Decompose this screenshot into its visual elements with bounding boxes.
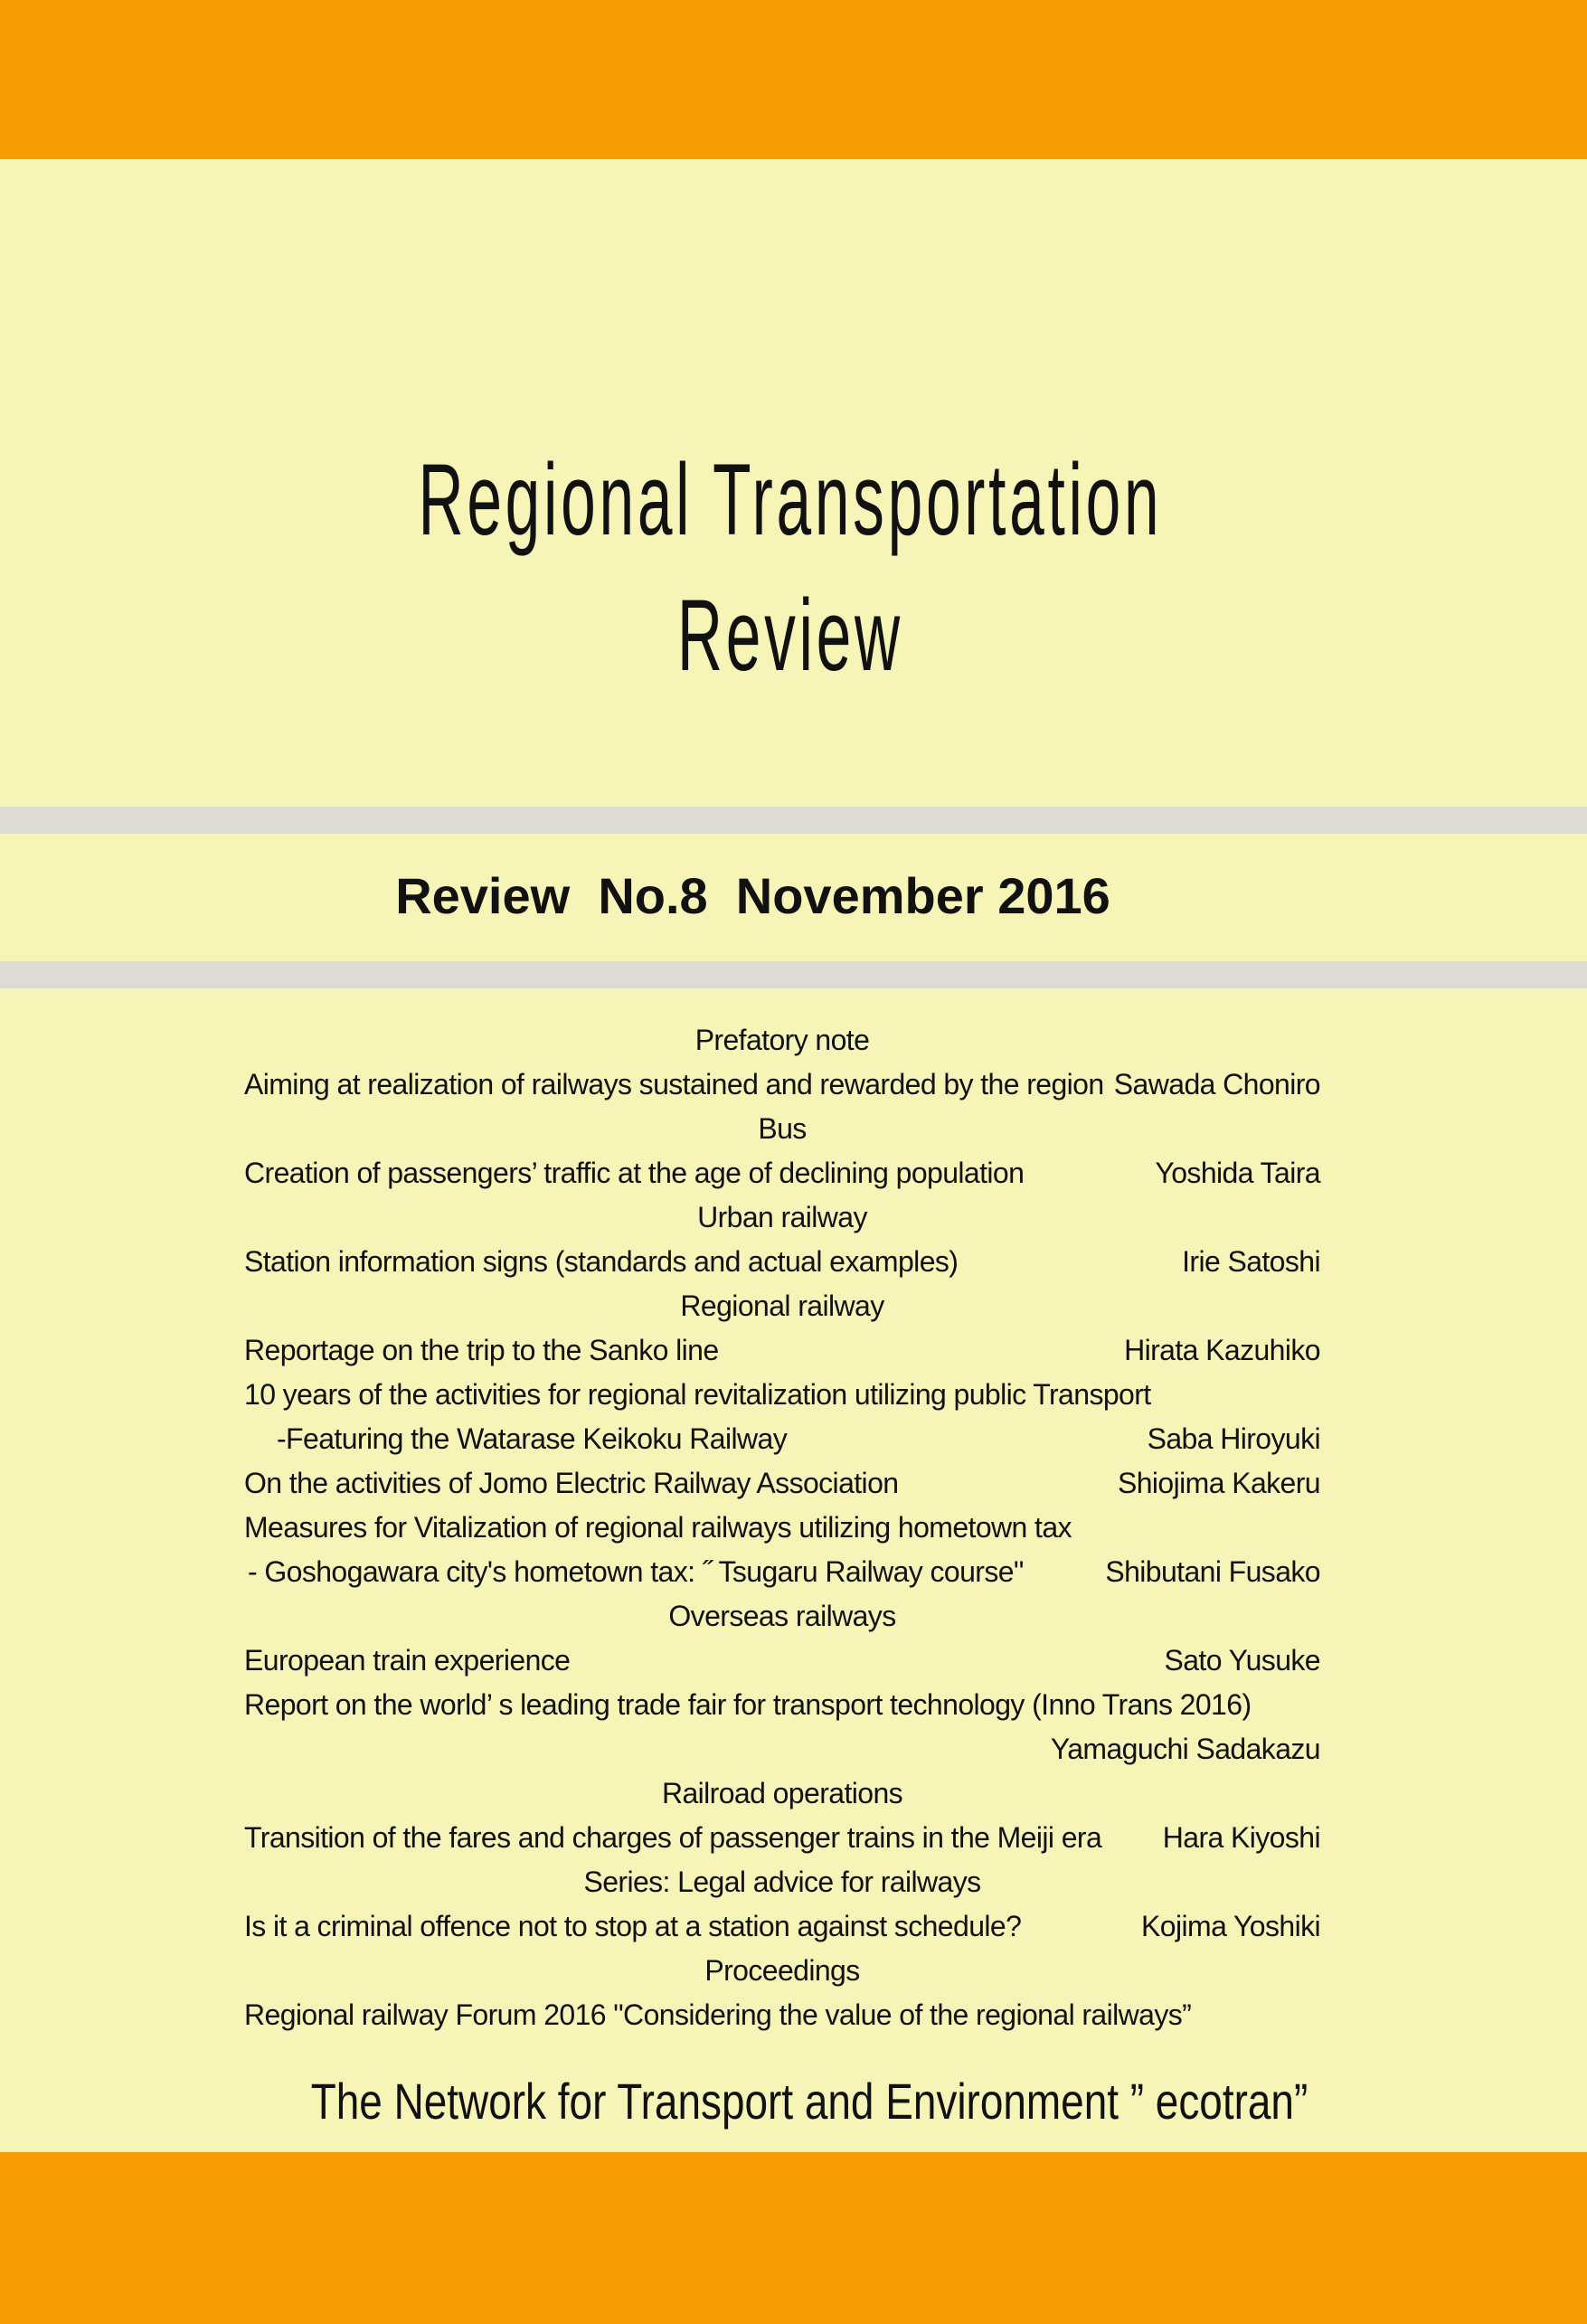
toc-entry-author: Sawada Choniro [1113,1068,1320,1101]
toc-entry-author: Irie Satoshi [1182,1245,1320,1278]
toc-entry-author: Saba Hiroyuki [1147,1422,1320,1455]
top-orange-band [0,0,1587,159]
toc-entry [244,1063,1320,1107]
toc-entry-title: Report on the world’ s leading trade fair for transport technology (Inno Trans 2016) [244,1688,1252,1721]
toc-entry-author: Sato Yusuke [1164,1644,1320,1677]
toc-entry [244,1151,1320,1195]
toc-entry [244,1727,1320,1771]
toc-entry [244,1417,1320,1461]
toc-section-heading: Bus [758,1112,807,1145]
toc-entry [244,1683,1320,1727]
toc-entry [244,1240,1320,1284]
toc-entry-author: Kojima Yoshiki [1141,1910,1320,1942]
divider-top [0,807,1587,834]
toc-entry [244,1993,1320,2037]
toc-entry [244,1328,1320,1373]
toc-section-heading: Prefatory note [694,1024,870,1056]
toc-section-heading: Proceedings [704,1954,860,1987]
table-of-contents [244,1018,1320,2037]
toc-entry-title: Station information signs (standards and actual examples) [244,1245,959,1278]
toc-entry [244,1904,1320,1949]
toc-section-heading: Railroad operations [661,1777,903,1809]
toc-entry-author: Yoshida Taira [1155,1157,1320,1189]
toc-entry-title: Creation of passengers’ traffic at the age of declining population [244,1157,1025,1189]
toc-section-heading: Series: Legal advice for railways [583,1866,981,1898]
toc-section-heading: Urban railway [697,1201,867,1233]
toc-entry-author: Shiojima Kakeru [1117,1467,1320,1499]
toc-entry [244,1550,1320,1594]
toc-entry-title: On the activities of Jomo Electric Railway Association [244,1467,899,1499]
toc-entry [244,1373,1320,1417]
toc-entry-author: Hara Kiyoshi [1162,1821,1320,1854]
toc-entry-title: - Goshogawara city's hometown tax: ˝ Tsugaru Railway course" [248,1555,1024,1588]
toc-entry-title: Is it a criminal offence not to stop at a station against schedule? [244,1910,1022,1942]
bottom-orange-band [0,2152,1587,2324]
toc-entry-title: Aiming at realization of railways sustained and rewarded by the region [244,1068,1104,1101]
toc-entry [244,1639,1320,1683]
toc-entry [244,1506,1320,1550]
toc-entry [244,1461,1320,1506]
toc-entry-title: -Featuring the Watarase Keikoku Railway [277,1422,788,1455]
issue-line: Review No.8 November 2016 [395,867,1110,924]
divider-bottom [0,961,1587,988]
toc-entry-title: Measures for Vitalization of regional railways utilizing hometown tax [244,1511,1072,1544]
toc-entry-author: Yamaguchi Sadakazu [1050,1733,1320,1765]
toc-entry-title: 10 years of the activities for regional revitalization utilizing public Transport [244,1378,1151,1411]
toc-entry-title: European train experience [244,1644,571,1677]
toc-entry-author: Shibutani Fusako [1105,1555,1320,1588]
toc-section-heading: Regional railway [680,1290,884,1322]
journal-title: Regional Transportation Review [418,443,1163,692]
toc-entry-title: Regional railway Forum 2016 "Considering the value of the regional railways” [244,1998,1192,2031]
toc-section-heading: Overseas railways [668,1600,896,1632]
toc-entry-author: Hirata Kazuhiko [1124,1334,1320,1366]
publisher-line: The Network for Transport and Environment ” ecotran” [310,2073,1308,2130]
toc-entry-title: Reportage on the trip to the Sanko line [244,1334,719,1366]
toc-entry [244,1816,1320,1860]
toc-entry-title: Transition of the fares and charges of passenger trains in the Meiji era [244,1821,1102,1854]
